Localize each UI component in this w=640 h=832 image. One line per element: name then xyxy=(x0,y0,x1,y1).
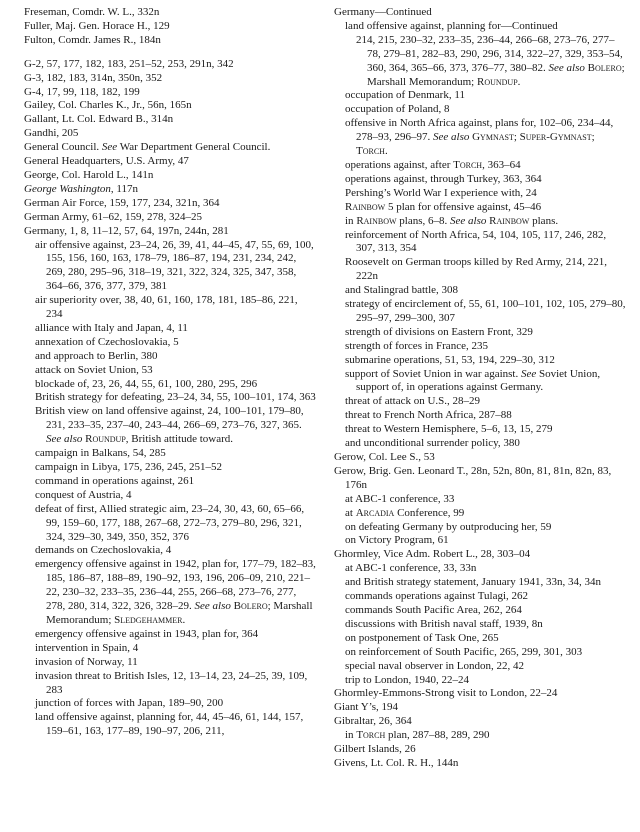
entry-text: occupation of Denmark, 11 xyxy=(345,89,465,102)
index-entry xyxy=(24,127,316,141)
entry-text: War Department General Council. xyxy=(117,141,271,154)
index-subentry xyxy=(334,632,626,646)
index-entry xyxy=(24,155,316,169)
index-subentry xyxy=(24,350,316,364)
entry-text: Gailey, Col. Charles K., Jr., 56n, 165n xyxy=(24,99,192,112)
entry-text: Rainbow xyxy=(345,200,386,213)
entry-text: Fulton, Comdr. James R., 184n xyxy=(24,33,161,46)
entry-text: plans. xyxy=(529,214,559,227)
entry-text: Giant Y’s, 194 xyxy=(334,701,399,714)
entry-text: Arcadia xyxy=(355,506,395,519)
index-subentry xyxy=(334,229,626,257)
index-subentry xyxy=(334,562,626,576)
entry-text: operations against, after xyxy=(345,158,454,171)
entry-text: Roosevelt on German troops killed by Red Army, 214, 221, 222n xyxy=(345,256,608,283)
entry-text: Givens, Lt. Col. R. H., 144n xyxy=(334,756,459,769)
entry-text: blockade of, 23, 26, 44, 55, 61, 100, 280, 295, 296 xyxy=(35,377,258,390)
entry-text: 5 plan for offensive against, 45–46 xyxy=(385,200,542,213)
index-entry xyxy=(334,757,626,771)
entry-text: Bolero xyxy=(233,600,268,613)
entry-text: , 363–64 xyxy=(482,158,521,171)
entry-text: . xyxy=(384,145,388,158)
index-subentry xyxy=(24,697,316,711)
entry-text: Gibraltar, 26, 364 xyxy=(334,715,412,728)
index-subentry xyxy=(24,294,316,322)
index-entry xyxy=(24,34,316,48)
entry-text: on Victory Program, 61 xyxy=(345,534,449,547)
entry-text: special naval observer in London, 22, 42 xyxy=(345,659,525,672)
index-subentry xyxy=(334,215,626,229)
index-subentry xyxy=(334,534,626,548)
index-subentry xyxy=(334,576,626,590)
index-subentry xyxy=(334,674,626,688)
entry-text: invasion threat to British Isles, 12, 13–14, 23, 24–25, 39, 109, 283 xyxy=(35,669,308,696)
index-subentry xyxy=(334,201,626,215)
entry-text: commands South Pacific Area, 262, 264 xyxy=(345,603,522,616)
entry-text: Ghormley, Vice Adm. Robert L., 28, 303–04 xyxy=(334,548,531,561)
entry-text: strength of divisions on Eastern Front, 329 xyxy=(345,325,533,338)
entry-text: at ABC-1 conference, 33 xyxy=(345,492,455,505)
entry-text: threat of attack on U.S., 28–29 xyxy=(345,395,481,408)
entry-text: Gerow, Col. Lee S., 53 xyxy=(334,451,435,463)
entry-text: , British attitude toward. xyxy=(125,433,234,446)
index-entry xyxy=(334,687,626,701)
entry-text: on postponement of Task One, 265 xyxy=(345,631,499,644)
index-subentry xyxy=(334,437,626,451)
index-subentry xyxy=(334,103,626,117)
index-subentry xyxy=(334,284,626,298)
index-entry xyxy=(334,6,626,20)
index-entry xyxy=(24,141,316,155)
index-entry xyxy=(24,197,316,211)
index-subentry xyxy=(334,590,626,604)
index-subentry xyxy=(24,336,316,350)
entry-text: in xyxy=(345,214,357,227)
entry-text: and unconditional surrender policy, 380 xyxy=(345,437,520,450)
index-subentry xyxy=(334,646,626,660)
entry-text: Fuller, Maj. Gen. Horace H., 129 xyxy=(24,19,170,32)
entry-text: Gallant, Lt. Col. Edward B., 314n xyxy=(24,113,174,126)
entry-text: and British strategy statement, January 1941, 33n, 34, 34n xyxy=(345,576,602,589)
entry-text: 214, 215, 230–32, 233–35, 236–44, 266–68, 273–76, 277–78, 279–81, 282–83, 290, 296, 314, 322–27, 329, 353–54, 360, 364, 365–66, 373, 376–77, 380–82. xyxy=(356,33,623,74)
index-entry xyxy=(24,225,316,239)
entry-text: offensive in North Africa against, plans for, 102–06, 234–44, 278–93, 296–97. xyxy=(345,117,614,144)
entry-text: Freseman, Comdr. W. L., 332n xyxy=(24,6,160,18)
index-subentry xyxy=(24,239,316,295)
entry-text: Roundup xyxy=(476,75,518,88)
index-entry xyxy=(24,183,316,197)
entry-text: See also xyxy=(548,61,585,74)
entry-text: ; xyxy=(591,131,595,144)
entry-text: on defeating Germany by outproducing her, 59 xyxy=(345,520,552,533)
entry-text: ; xyxy=(513,131,520,144)
index-column-right xyxy=(334,6,626,832)
entry-text: land offensive against, planning for—Continued xyxy=(345,19,558,32)
index-entry xyxy=(334,701,626,715)
entry-text: Rainbow xyxy=(356,214,397,227)
entry-text: Sledgehammer xyxy=(114,613,183,626)
index-subentry xyxy=(334,507,626,521)
entry-text: Torch xyxy=(453,158,483,171)
entry-text: emergency offensive against in 1942, plan for, 177–79, 182–83, 185, 186–87, 188–89, 190–92, 193, 196, 206–09, 210, 221–22, 230–32, 233–35, 236–44, 255, 266–68, 273–76, 277, 278, 280, 314, 322, 326, 328–29. xyxy=(35,558,316,613)
entry-text: and approach to Berlin, 380 xyxy=(35,349,158,362)
index-entry xyxy=(334,548,626,562)
entry-text: Gymnast xyxy=(472,131,514,144)
entry-text: ; Marshall Memorandum; xyxy=(367,61,625,88)
entry-text: General Headquarters, U.S. Army, 47 xyxy=(24,155,189,168)
index-subentry xyxy=(334,34,626,90)
index-subentry xyxy=(334,187,626,201)
entry-text: Conference, 99 xyxy=(394,506,465,519)
index-entry xyxy=(24,20,316,34)
entry-text: See also xyxy=(194,600,231,613)
entry-text: commands operations against Tulagi, 262 xyxy=(345,590,529,603)
entry-text: Germany, 1, 8, 11–12, 57, 64, 197n, 244n, 281 xyxy=(24,224,229,237)
entry-text: demands on Czechoslovakia, 4 xyxy=(35,544,172,557)
index-subentry xyxy=(334,618,626,632)
index-subentry xyxy=(24,711,316,739)
index-subentry xyxy=(334,521,626,535)
entry-text: threat to French North Africa, 287–88 xyxy=(345,409,512,422)
index-column-left xyxy=(24,6,316,832)
index-entry xyxy=(24,169,316,183)
entry-text: strategy of encirclement of, 55, 61, 100–101, 102, 105, 279–80, 295–97, 299–300, 307 xyxy=(345,298,626,324)
index-entry xyxy=(334,451,626,465)
entry-text: See also xyxy=(433,131,470,144)
index-subentry xyxy=(24,670,316,698)
entry-text: discussions with British naval staff, 1939, 8n xyxy=(345,617,543,630)
entry-text: intervention in Spain, 4 xyxy=(35,641,139,654)
entry-text: . xyxy=(182,613,186,626)
entry-text: G-2, 57, 177, 182, 183, 251–52, 253, 291n, 342 xyxy=(24,57,234,70)
entry-text: submarine operations, 51, 53, 194, 229–30, 312 xyxy=(345,353,555,366)
index-subentry xyxy=(334,423,626,437)
entry-text: ; Marshall Memorandum; xyxy=(46,600,313,626)
index-entry xyxy=(334,743,626,757)
entry-text: conquest of Austria, 4 xyxy=(35,488,132,501)
index-subentry xyxy=(334,89,626,103)
index-entry xyxy=(24,113,316,127)
entry-text: British view on land offensive against, 24, 100–101, 179–80, 231, 233–35, 237–40, 243–44, 266–69, 273–76, 327, 365. xyxy=(35,405,304,432)
index-subentry xyxy=(24,322,316,336)
entry-text: at ABC-1 conference, 33, 33n xyxy=(345,562,477,575)
entry-text: Roundup xyxy=(85,433,126,446)
index-subentry xyxy=(334,298,626,326)
entry-text: Pershing’s World War I experience with, 24 xyxy=(345,186,537,199)
index-subentry xyxy=(334,604,626,618)
entry-text: defeat of first, Allied strategic aim, 23–24, 30, 43, 60, 65–66, 99, 159–60, 177, 188, 267–68, 272–73, 279–80, 296, 321, 324, 329–30, 349, 350, 352, 376 xyxy=(35,502,305,543)
entry-text: land offensive against, planning for, 44, 45–46, 61, 144, 157, 159–61, 163, 177–89, 190–97, 206, 211, xyxy=(35,711,304,738)
index-subentry xyxy=(24,447,316,461)
index-subentry xyxy=(334,326,626,340)
index-entry xyxy=(24,6,316,20)
entry-text: George, Col. Harold L., 141n xyxy=(24,168,154,181)
entry-text: strength of forces in France, 235 xyxy=(345,339,488,352)
index-subentry xyxy=(24,656,316,670)
entry-text: trip to London, 1940, 22–24 xyxy=(345,673,470,686)
entry-text: See also xyxy=(450,214,487,227)
entry-text: . xyxy=(517,75,521,88)
entry-text: attack on Soviet Union, 53 xyxy=(35,363,153,376)
index-subentry xyxy=(24,475,316,489)
entry-text: British strategy for defeating, 23–24, 34, 55, 100–101, 174, 363 xyxy=(35,391,316,404)
index-subentry xyxy=(334,395,626,409)
index-subentry xyxy=(24,405,316,447)
index-subentry xyxy=(24,544,316,558)
entry-text: emergency offensive against in 1943, plan for, 364 xyxy=(35,627,259,640)
index-subentry xyxy=(24,628,316,642)
index-subentry xyxy=(334,354,626,368)
index-subentry xyxy=(334,117,626,159)
entry-text: annexation of Czechoslovakia, 5 xyxy=(35,335,179,348)
entry-text: plans, 6–8. xyxy=(396,214,451,227)
entry-text: and Stalingrad battle, 308 xyxy=(345,284,459,297)
entry-text: in xyxy=(345,729,357,742)
entry-text: German Army, 61–62, 159, 278, 324–25 xyxy=(24,210,203,223)
index-subentry xyxy=(334,340,626,354)
entry-text: junction of forces with Japan, 189–90, 200 xyxy=(35,697,224,710)
index-subentry xyxy=(24,461,316,475)
entry-text: alliance with Italy and Japan, 4, 11 xyxy=(35,321,188,334)
entry-text: Bolero xyxy=(587,61,622,74)
entry-text: See xyxy=(101,141,118,154)
index-subentry xyxy=(334,159,626,173)
entry-text: campaign in Libya, 175, 236, 245, 251–52 xyxy=(35,461,222,473)
index-subentry xyxy=(24,378,316,392)
index-subentry xyxy=(24,503,316,545)
index-subentry xyxy=(334,368,626,396)
index-entry xyxy=(24,99,316,113)
entry-text: Super-Gymnast xyxy=(519,131,592,144)
entry-text: on reinforcement of South Pacific, 265, 299, 301, 303 xyxy=(345,645,583,658)
entry-text: Torch xyxy=(356,729,386,742)
entry-text: Gandhi, 205 xyxy=(24,127,79,140)
index-subentry xyxy=(334,173,626,187)
index-entry xyxy=(24,86,316,100)
entry-text: Soviet Union, support of, in operations against Germany. xyxy=(356,367,601,394)
entry-text: Gilbert Islands, 26 xyxy=(334,743,416,756)
entry-text: Germany—Continued xyxy=(334,6,432,18)
entry-text: air superiority over, 38, 40, 61, 160, 178, 181, 185–86, 221, 234 xyxy=(35,294,298,321)
index-subentry xyxy=(334,256,626,284)
entry-text: German Air Force, 159, 177, 234, 321n, 364 xyxy=(24,196,220,209)
index-subentry xyxy=(334,409,626,423)
entry-text: air offensive against, 23–24, 26, 39, 41, 44–45, 47, 55, 69, 100, 155, 156, 160, 163, 178–79, 186–87, 194, 231, 234, 242, 269, 280, 295–96, 318–19, 321, 322, 324, 325, 347, 358, 364–66, 376, 377, 379, 381 xyxy=(35,238,314,293)
entry-text: See also xyxy=(46,433,83,446)
index-entry xyxy=(24,211,316,225)
index-subentry xyxy=(24,391,316,405)
index-entry xyxy=(334,715,626,729)
entry-text: George Washington xyxy=(24,182,111,195)
index-subentry xyxy=(24,489,316,503)
index-subentry xyxy=(334,20,626,34)
entry-text: invasion of Norway, 11 xyxy=(35,655,138,668)
entry-text: G-3, 182, 183, 314n, 350n, 352 xyxy=(24,71,163,84)
entry-text: , 117n xyxy=(110,182,138,195)
index-entry xyxy=(334,465,626,493)
entry-text: Gerow, Brig. Gen. Leonard T., 28n, 52n, 80n, 81, 81n, 82n, 83, 176n xyxy=(334,464,612,491)
entry-text: occupation of Poland, 8 xyxy=(345,103,450,116)
entry-text: campaign in Balkans, 54, 285 xyxy=(35,447,166,460)
index-entry xyxy=(24,58,316,72)
entry-text: General Council. xyxy=(24,141,102,154)
entry-text: operations against, through Turkey, 363, 364 xyxy=(345,172,542,185)
entry-text: at xyxy=(345,506,356,519)
entry-text: G-4, 17, 99, 118, 182, 199 xyxy=(24,85,140,98)
index-entry xyxy=(24,72,316,86)
index-subentry xyxy=(24,364,316,378)
entry-text: threat to Western Hemisphere, 5–6, 13, 15, 279 xyxy=(345,423,553,436)
entry-text: command in operations against, 261 xyxy=(35,474,195,487)
index-subentry xyxy=(334,729,626,743)
index-subentry xyxy=(24,558,316,628)
index-subentry xyxy=(334,493,626,507)
entry-text: Rainbow xyxy=(489,214,530,227)
entry-text: reinforcement of North Africa, 54, 104, 105, 117, 246, 282, 307, 313, 354 xyxy=(345,228,607,255)
entry-text: Torch xyxy=(356,145,385,158)
entry-text: Ghormley-Emmons-Strong visit to London, 22–24 xyxy=(334,687,558,700)
entry-text: plan, 287–88, 289, 290 xyxy=(385,729,490,742)
entry-text: support of Soviet Union in war against. xyxy=(345,367,521,380)
index-subentry xyxy=(24,642,316,656)
index-subentry xyxy=(334,660,626,674)
entry-text: See xyxy=(520,367,537,380)
